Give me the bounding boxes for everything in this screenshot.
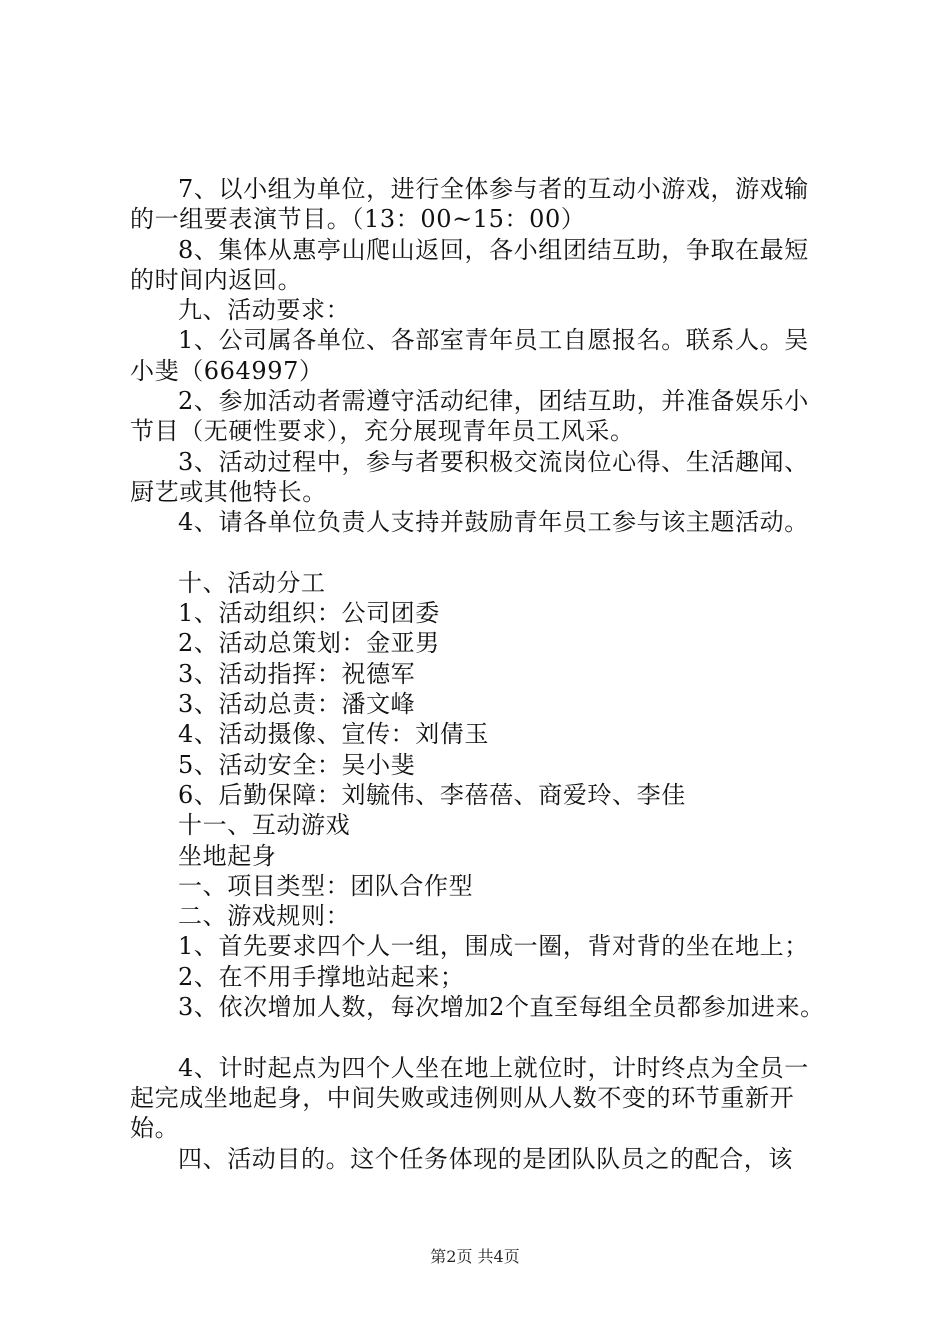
text-line: 3、活动指挥：祝德军 (178, 659, 416, 688)
text-line: 4、计时起点为四个人坐在地上就位时，计时终点为全员一 (178, 1053, 809, 1082)
text-line: 十、活动分工 (178, 568, 326, 597)
text-line: 6、后勤保障：刘毓伟、李蓓蓓、商爱玲、李佳 (178, 780, 686, 809)
text-line: 四、活动目的。这个任务体现的是团队队员之的配合，该 (178, 1144, 793, 1173)
text-line: 2、活动总策划：金亚男 (178, 629, 440, 658)
text-line: 3、依次增加人数，每次增加2个直至每组全员都参加进来。 (178, 993, 825, 1022)
text-line: 的一组要表演节目。（13：00~15：00） (130, 205, 586, 234)
text-line: 4、请各单位负责人支持并鼓励青年员工参与该主题活动。 (178, 508, 809, 537)
text-line: 1、活动组织：公司团委 (178, 599, 440, 628)
text-line: 二、游戏规则： (178, 902, 351, 931)
text-line: 1、公司属各单位、各部室青年员工自愿报名。联系人。吴 (178, 326, 809, 355)
text-line: 5、活动安全：吴小斐 (178, 750, 416, 779)
text-line: 起完成坐地起身，中间失败或违例则从人数不变的环节重新开 (130, 1083, 795, 1112)
text-line: 4、活动摄像、宣传：刘倩玉 (178, 720, 490, 749)
text-line: 一、项目类型：团队合作型 (178, 871, 474, 900)
text-line: 1、首先要求四个人一组，围成一圈，背对背的坐在地上； (178, 932, 809, 961)
text-line: 2、参加活动者需遵守活动纪律，团结互助，并准备娱乐小 (178, 387, 809, 416)
text-line: 8、集体从惠亭山爬山返回，各小组团结互助，争取在最短 (178, 235, 809, 264)
text-line: 始。 (130, 1114, 180, 1143)
text-line: 7、以小组为单位，进行全体参与者的互动小游戏，游戏输 (178, 175, 809, 203)
text-line: 小斐（664997） (130, 356, 324, 385)
text-line: 坐地起身 (178, 841, 277, 870)
text-line: 厨艺或其他特长。 (130, 477, 327, 506)
blank-line (130, 538, 830, 568)
blank-line (130, 1022, 830, 1052)
text-line: 节目（无硬性要求），充分展现青年员工风采。 (130, 417, 635, 446)
document-body (130, 174, 830, 1174)
text-line: 九、活动要求： (178, 296, 351, 325)
text-line: 3、活动过程中，参与者要积极交流岗位心得、生活趣闻、 (178, 447, 809, 476)
text-line: 的时间内返回。 (130, 265, 303, 294)
text-line: 十一、互动游戏 (178, 811, 351, 840)
text-line: 2、在不用手撑地站起来； (178, 962, 465, 991)
text-line: 3、活动总责：潘文峰 (178, 690, 416, 719)
page-footer: 第2页 共4页 (430, 1247, 520, 1266)
